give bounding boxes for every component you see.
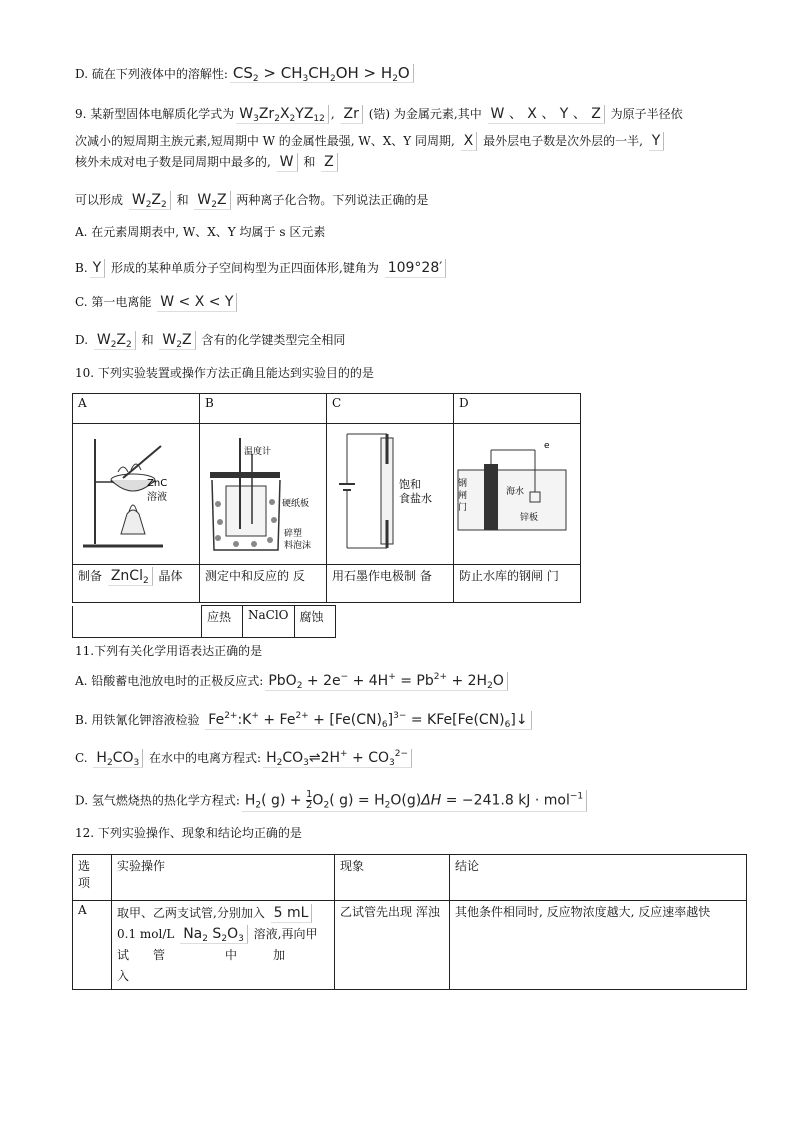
q9-option-b (75, 258, 448, 278)
header-option (73, 855, 112, 901)
y-symbol: Y (90, 259, 106, 278)
caption-c: 用石墨作电极制 备 (327, 565, 454, 603)
figure-cell-c (327, 424, 454, 565)
cont-naclo: NaClO (243, 606, 295, 638)
q10-title (75, 363, 374, 383)
cont-corrosion: 腐蚀 (294, 606, 335, 638)
q9-option-b-text: B. (75, 261, 88, 275)
q9-stem-text: 为原子半径依 (610, 107, 683, 121)
header-operation: 实验操作 (112, 855, 335, 901)
cont-b-text: 应热 (202, 606, 243, 638)
electrolyte-formula: $W_3Zr_2X_2YZ_{12}$ (236, 105, 329, 124)
q9-stem-text: 核外未成对电子数是同周期中最多的, (75, 155, 271, 169)
ionization-equation: $H_2CO_3\rightleftharpoons 2H^+ + CO_3^{2-}$ (263, 749, 412, 768)
w2z-formula: $W_2Z$ (194, 191, 230, 210)
concentration-value: 0.1 mol/L (117, 927, 175, 941)
w2z2-formula: $W_2Z_2$ (129, 191, 171, 210)
y-symbol: Y (649, 132, 665, 151)
operation-line2: 溶液,再向甲 (253, 927, 318, 941)
label-brine: 食盐水 (399, 492, 432, 505)
q9-line1: 9. 某新型固体电解质化学式为 $W_3Zr_2X_2YZ_{12}$ , Zr (锆) 为金属元素,其中 W 、 X 、 Y 、 Z 为原子半径依 (75, 106, 683, 124)
col-header-c: C (327, 394, 454, 424)
q9-option-a (75, 222, 325, 242)
x-symbol: X (461, 132, 478, 151)
q9-line3 (75, 152, 340, 172)
label-foam2: 料泡沫 (284, 541, 312, 551)
q9-stem-text: 9. 某新型固体电解质化学式为 (75, 107, 235, 121)
phenomenon-cell: 乙试管先出现 浑浊 (335, 901, 450, 990)
label-gate2: 闸 (458, 491, 468, 501)
q11-option-b (75, 710, 534, 730)
label-cardboard: 硬纸板 (282, 499, 310, 509)
caption-d: 防止水库的钢闸 门 (454, 565, 581, 603)
header-conclusion: 结论 (450, 855, 747, 901)
q9-line4 (75, 190, 428, 210)
h2co3-formula: $H_2CO_3$ (93, 749, 143, 768)
q9-stem-text: 和 (176, 193, 189, 207)
label-gate1: 钢 (458, 479, 468, 489)
q11-option-d (75, 790, 589, 812)
q11-option-a (75, 671, 510, 691)
q9-option-c (75, 292, 239, 312)
figure-cell-d (454, 424, 581, 565)
q10-apparatus-table (72, 393, 581, 603)
q9-stem-text: 可以形成 (75, 193, 124, 207)
q11-option-d-text: D. 氢气燃烧热的热化学方程式: (75, 793, 240, 808)
bond-angle: 109°28′ (385, 259, 447, 278)
q11-title (75, 641, 262, 661)
element-symbols: W 、 X 、 Y 、 Z (488, 105, 605, 124)
w2z2-formula: $W_2Z_2$ (94, 331, 136, 350)
q9-option-a-text: A. 在元素周期表中, W、X、Y 均属于 s 区元素 (75, 225, 326, 239)
q10-continuation-row (72, 605, 336, 638)
figure-cell-b (200, 424, 327, 565)
q8d-label: D. 硫在下列液体中的溶解性: (75, 67, 228, 81)
label-thermometer: 温度计 (244, 447, 272, 457)
q11-option-b-text: B. 用铁氰化钾溶液检验 (75, 713, 200, 727)
q9-option-d-text: D. (75, 333, 89, 347)
caption-b: 测定中和反应的 反 (200, 565, 327, 603)
q9-stem-text: 最外层电子数是次外层的一半, (483, 134, 643, 148)
operation-line1: 取甲、乙两支试管,分别加入 (117, 906, 265, 920)
q9-stem-text: 两种离子化合物。下列说法正确的是 (236, 193, 429, 207)
q11-option-c (75, 748, 414, 768)
label-seawater: 海水 (506, 487, 525, 497)
q11-option-c-text: 在水中的电离方程式: (149, 751, 262, 765)
evaporating-dish-figure (73, 424, 191, 564)
header-phenomenon: 现象 (335, 855, 450, 901)
ionization-order: W < X < Y (157, 293, 237, 312)
label-zncl2: ZnC (147, 478, 168, 489)
label-solution: 溶液 (147, 492, 167, 503)
q9-option-d-text: 含有的化学键类型完全相同 (201, 333, 346, 347)
label-saturated: 饱和 (399, 478, 421, 491)
q11-title-text: 11.下列有关化学用语表达正确的是 (75, 644, 263, 658)
figure-cell-a (73, 424, 200, 565)
q12-title (75, 823, 302, 843)
row-label-a: A (73, 901, 112, 990)
q10-title-text: 10. 下列实验装置或操作方法正确且能达到实验目的的是 (75, 366, 374, 380)
q12-experiment-table (72, 854, 747, 990)
caption-a-text: 晶体 (158, 569, 183, 583)
operation-line3: 试 管 中 加 入 (117, 948, 322, 983)
q9-line2 (75, 131, 666, 151)
volume-value: 5 mL (271, 904, 313, 923)
q9-option-c-text: C. 第一电离能 (75, 295, 152, 309)
z-symbol: Z (321, 153, 338, 172)
label-electron: e (544, 441, 550, 451)
q9-option-b-text: 形成的某种单质分子空间构型为正四面体形,键角为 (111, 261, 379, 275)
sacrificial-anode-figure (454, 424, 572, 564)
q11-option-a-text: A. 铅酸蓄电池放电时的正极反应式: (75, 674, 264, 688)
q9-option-d-text: 和 (141, 333, 154, 347)
header-option-2: 项 (78, 876, 91, 890)
conclusion-cell: 其他条件相同时, 反应物浓度越大, 反应速率越快 (450, 901, 747, 990)
cont-empty (73, 606, 202, 638)
calorimeter-figure (200, 424, 318, 564)
label-foam1: 碎塑 (284, 529, 303, 539)
zr-symbol: Zr (341, 105, 363, 124)
q11-option-c-text: C. (75, 751, 88, 765)
ferricyanide-equation: $Fe^{2+}:K^+ + Fe^{2+} + [Fe(CN)_6]^{3-}$ = $KFe[Fe(CN)_6]↓$ (205, 711, 531, 730)
header-option-1: 选 (78, 859, 91, 873)
q8-option-d (75, 64, 416, 84)
w2z-formula: $W_2Z$ (159, 331, 195, 350)
w-symbol: W (277, 153, 298, 172)
q9-option-d (75, 330, 345, 350)
caption-a-text: 制备 (78, 569, 103, 583)
combustion-equation: $H_2$( g) + $\frac{1}{2}$ $O_2$( $g) = H_2O(g)\Delta H = -241.8$ kJ · mol$^{-1}$ (242, 790, 587, 812)
col-header-b: B (200, 394, 327, 424)
lead-acid-equation: $PbO_2 + 2e^- + 4H^+ = Pb^{2+} + 2H_2O$ (265, 672, 508, 691)
q9-stem-text: (锆) 为金属元素,其中 (368, 107, 482, 121)
label-gate3: 门 (458, 503, 468, 513)
q12-title-text: 12. 下列实验操作、现象和结论均正确的是 (75, 826, 302, 840)
electrolysis-figure (327, 424, 445, 564)
operation-cell (112, 901, 335, 990)
zncl2-formula: ZnCl$_2$ (108, 567, 153, 586)
q9-stem-text: 次减小的短周期主族元素,短周期中 W 的金属性最强, W、X、Y 同周期, (75, 134, 455, 148)
q9-stem-text: 和 (303, 155, 316, 169)
solubility-formula: $CS_2 > CH_3CH_2OH > H_2O$ (230, 64, 414, 83)
col-header-a: A (73, 394, 200, 424)
label-zinc: 锌板 (520, 513, 539, 523)
col-header-d: D (454, 394, 581, 424)
caption-a (73, 565, 200, 603)
na2s2o3-formula: $Na_2$ $S_2O_3$ (180, 925, 248, 944)
